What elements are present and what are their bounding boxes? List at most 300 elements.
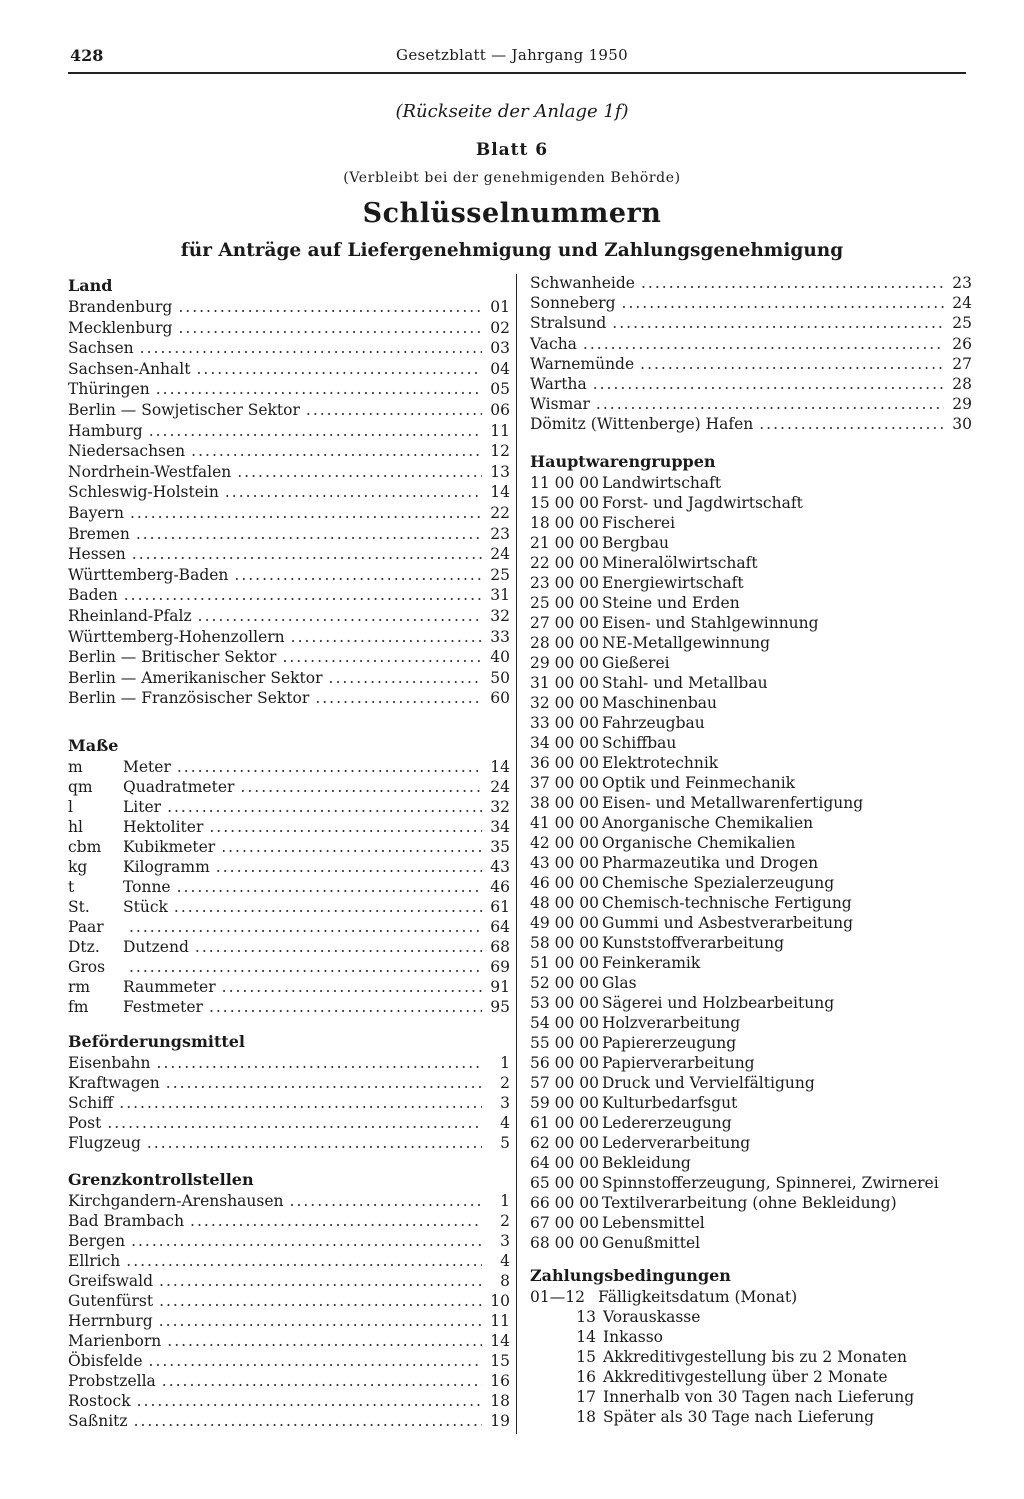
item-name: Hamburg [68, 421, 143, 440]
group-code: 59 00 00 [530, 1094, 600, 1112]
group-code: 31 00 00 [530, 674, 600, 692]
leader-dots [222, 978, 482, 996]
list-item [68, 380, 510, 401]
annex-subtitle: (Rückseite der Anlage 1f) [395, 101, 629, 122]
list-item [530, 934, 972, 954]
group-code: 53 00 00 [530, 994, 600, 1012]
list-item [68, 778, 510, 798]
key-number: 06 [490, 400, 510, 419]
leader-dots [167, 798, 482, 816]
unit-abbr: fm [68, 998, 89, 1016]
list-item [530, 674, 972, 694]
list-item [68, 758, 510, 778]
term-name: Fälligkeitsdatum (Monat) [598, 1288, 798, 1306]
list-item [530, 574, 972, 594]
leader-dots [329, 669, 482, 687]
item-name: Berlin — Französischer Sektor [68, 689, 310, 708]
key-number: 24 [952, 294, 972, 313]
list-item [68, 319, 510, 340]
key-number: 29 [952, 395, 972, 414]
list-item [68, 1332, 510, 1352]
key-number: 15 [490, 1352, 510, 1370]
item-name: Dömitz (Wittenberge) Hafen [530, 415, 754, 434]
leader-dots [641, 274, 944, 292]
group-name: Holzverarbeitung [602, 1014, 741, 1032]
list-item [68, 607, 510, 628]
group-code: 55 00 00 [530, 1034, 600, 1052]
haupt-heading: Hauptwarengruppen [530, 452, 716, 471]
leader-dots [196, 360, 482, 378]
leader-dots [147, 1134, 482, 1152]
item-name: Bad Brambach [68, 1212, 185, 1230]
list-item [530, 634, 972, 654]
list-item [530, 514, 972, 534]
group-name: Optik und Feinmechanik [602, 774, 796, 792]
land-list [68, 298, 510, 710]
item-name: Gutenfürst [68, 1292, 154, 1310]
group-name: Glas [602, 974, 637, 992]
list-item [530, 1034, 972, 1054]
column-divider [516, 274, 517, 1434]
list-item [530, 894, 972, 914]
land-heading: Land [68, 276, 113, 295]
grenz-continued [530, 274, 972, 436]
leader-dots [159, 1312, 482, 1330]
item-name: Raummeter [123, 978, 216, 996]
group-code: 54 00 00 [530, 1014, 600, 1032]
list-item [530, 974, 972, 994]
key-number: 46 [490, 878, 510, 896]
group-name: Feinkeramik [602, 954, 701, 972]
list-item [68, 566, 510, 587]
list-item [68, 628, 510, 649]
item-name: Kubikmeter [123, 838, 216, 856]
group-name: Gießerei [602, 654, 670, 672]
item-name: Marienborn [68, 1332, 162, 1350]
group-code: 43 00 00 [530, 854, 600, 872]
item-name: Schwanheide [530, 274, 635, 292]
unit-abbr: rm [68, 978, 91, 996]
key-number: 24 [490, 545, 510, 564]
header-rule [68, 72, 966, 74]
group-code: 15 00 00 [530, 494, 600, 512]
list-item [68, 1134, 510, 1154]
list-item [68, 525, 510, 546]
list-item [68, 1372, 510, 1392]
leader-dots [136, 525, 482, 543]
group-name: Gummi und Asbestverarbeitung [602, 914, 854, 932]
leader-dots [162, 1372, 482, 1390]
group-code: 56 00 00 [530, 1054, 600, 1072]
leader-dots [612, 314, 944, 332]
page-number: 428 [70, 46, 104, 65]
item-name: Kirchgandern-Arenshausen [68, 1192, 284, 1210]
group-code: 36 00 00 [530, 754, 600, 772]
leader-dots [130, 504, 482, 522]
leader-dots [282, 648, 482, 666]
list-item [68, 586, 510, 607]
group-name: Pharmazeutika und Drogen [602, 854, 819, 872]
key-number: 4 [500, 1252, 510, 1270]
leader-dots [290, 1192, 482, 1210]
key-number: 8 [500, 1272, 510, 1290]
term-code: 14 [576, 1328, 596, 1346]
list-item [68, 978, 510, 998]
group-code: 22 00 00 [530, 554, 600, 572]
key-number: 24 [490, 778, 510, 796]
unit-abbr: kg [68, 858, 88, 876]
list-item [68, 1392, 510, 1412]
list-item [68, 669, 510, 690]
key-number: 5 [500, 1134, 510, 1152]
group-code: 34 00 00 [530, 734, 600, 752]
item-name: Ellrich [68, 1252, 121, 1270]
key-number: 25 [490, 565, 510, 584]
item-name: Baden [68, 586, 118, 605]
list-item [68, 689, 510, 710]
key-number: 22 [490, 503, 510, 522]
key-number: 23 [952, 274, 972, 292]
leader-dots [156, 380, 482, 398]
key-number: 19 [490, 1412, 510, 1430]
leader-dots [178, 319, 482, 337]
list-item [68, 1192, 510, 1212]
term-name: Inkasso [603, 1328, 663, 1346]
leader-dots [131, 1232, 482, 1250]
list-item [530, 494, 972, 514]
list-item [530, 694, 972, 714]
list-item [68, 1312, 510, 1332]
item-name: Hektoliter [123, 818, 204, 836]
list-item [530, 1134, 972, 1154]
befoerderung-section [68, 1032, 510, 1154]
group-name: Forst- und Jagdwirtschaft [602, 494, 803, 512]
leader-dots [159, 1272, 482, 1290]
item-name: Berlin — Sowjetischer Sektor [68, 400, 300, 419]
term-name: Innerhalb von 30 Tagen nach Lieferung [603, 1388, 915, 1406]
list-item [530, 375, 972, 395]
list-item [530, 754, 972, 774]
list-item [68, 898, 510, 918]
item-name: Württemberg-Hohenzollern [68, 627, 285, 646]
group-code: 52 00 00 [530, 974, 600, 992]
item-name: Herrnburg [68, 1312, 153, 1330]
list-item [68, 360, 510, 381]
group-code: 38 00 00 [530, 794, 600, 812]
leader-dots [593, 375, 944, 393]
key-number: 27 [952, 354, 972, 373]
group-name: Eisen- und Stahlgewinnung [602, 614, 819, 632]
unit-abbr: qm [68, 778, 93, 796]
leader-dots [157, 1054, 482, 1072]
leader-dots [126, 1252, 482, 1270]
leader-dots [225, 483, 482, 501]
list-item [68, 1054, 510, 1074]
term-name: Vorauskasse [603, 1308, 701, 1326]
item-name: Festmeter [123, 998, 203, 1016]
list-item [530, 294, 972, 314]
list-item [68, 1352, 510, 1372]
list-item [530, 1408, 972, 1428]
group-name: Chemisch-technische Fertigung [602, 894, 852, 912]
grenz-section [68, 1170, 510, 1432]
key-number: 03 [490, 339, 510, 358]
leader-dots [209, 998, 482, 1016]
leader-dots [640, 355, 944, 373]
list-item [68, 798, 510, 818]
list-item [530, 734, 972, 754]
leader-dots [107, 1114, 482, 1132]
item-name: Hessen [68, 545, 126, 564]
list-item [530, 1194, 972, 1214]
term-name: Akkreditivgestellung bis zu 2 Monaten [603, 1348, 907, 1366]
list-item [68, 339, 510, 360]
leader-dots [174, 898, 482, 916]
item-name: Sachsen-Anhalt [68, 359, 191, 378]
item-name: Tonne [123, 878, 171, 896]
list-item [530, 654, 972, 674]
list-item [530, 1288, 972, 1308]
group-code: 23 00 00 [530, 574, 600, 592]
group-code: 58 00 00 [530, 934, 600, 952]
list-item [530, 874, 972, 894]
item-name: Thüringen [68, 380, 150, 399]
item-name: Sonneberg [530, 294, 616, 313]
group-code: 46 00 00 [530, 874, 600, 892]
key-number: 28 [952, 374, 972, 393]
group-name: Genußmittel [602, 1234, 701, 1252]
item-name: Probstzella [68, 1372, 156, 1390]
group-code: 21 00 00 [530, 534, 600, 552]
item-name: Saßnitz [68, 1412, 128, 1430]
key-number: 40 [490, 648, 510, 667]
list-item [68, 1074, 510, 1094]
zahlung-heading: Zahlungsbedingungen [530, 1266, 731, 1285]
key-number: 14 [490, 758, 510, 776]
key-number: 33 [490, 627, 510, 646]
list-item [68, 1212, 510, 1232]
key-number: 18 [490, 1392, 510, 1410]
leader-dots [622, 294, 944, 312]
list-item [530, 954, 972, 974]
list-item [68, 1094, 510, 1114]
key-number: 14 [490, 483, 510, 502]
unit-abbr: Paar [68, 918, 104, 936]
group-name: NE-Metallgewinnung [602, 634, 771, 652]
leader-dots [234, 566, 482, 584]
item-name: Öbisfelde [68, 1352, 143, 1370]
group-name: Kunststoffverarbeitung [602, 934, 785, 952]
group-code: 41 00 00 [530, 814, 600, 832]
group-code: 66 00 00 [530, 1194, 600, 1212]
list-item [68, 648, 510, 669]
item-name: Württemberg-Baden [68, 565, 229, 584]
group-code: 33 00 00 [530, 714, 600, 732]
page-subtitle: für Anträge auf Liefergenehmigung und Zahlungsgenehmigung [180, 240, 844, 261]
key-number: 02 [490, 318, 510, 337]
key-number: 3 [500, 1094, 510, 1112]
leader-dots [166, 1074, 482, 1092]
key-number: 4 [500, 1114, 510, 1132]
key-number: 2 [500, 1212, 510, 1230]
list-item [530, 1154, 972, 1174]
leader-dots [167, 1332, 482, 1350]
key-number: 35 [490, 838, 510, 856]
leader-dots [237, 463, 482, 481]
item-name: Quadratmeter [123, 778, 235, 796]
group-name: Landwirtschaft [602, 474, 722, 492]
masse-heading: Maße [68, 736, 119, 755]
item-name: Vacha [530, 334, 577, 353]
key-number: 13 [490, 462, 510, 481]
list-item [530, 1014, 972, 1034]
list-item [68, 442, 510, 463]
list-item [530, 1114, 972, 1134]
leader-dots [195, 938, 482, 956]
list-item [530, 314, 972, 334]
item-name: Wartha [530, 374, 587, 393]
group-code: 65 00 00 [530, 1174, 600, 1192]
list-item [68, 918, 510, 938]
list-item [530, 335, 972, 355]
item-name: Nordrhein-Westfalen [68, 462, 232, 481]
befoerderung-heading: Beförderungsmittel [68, 1032, 245, 1051]
leader-dots [221, 838, 482, 856]
list-item [530, 534, 972, 554]
grenz-list-right [530, 274, 972, 436]
list-item [530, 834, 972, 854]
befoerderung-list [68, 1054, 510, 1154]
grenz-heading: Grenzkontrollstellen [68, 1170, 254, 1189]
key-number: 64 [490, 918, 510, 936]
masse-list [68, 758, 510, 1018]
item-name: Bergen [68, 1232, 126, 1250]
list-item [68, 958, 510, 978]
list-item [68, 1114, 510, 1134]
item-name: Post [68, 1114, 102, 1132]
leader-dots [216, 858, 482, 876]
item-name: Greifswald [68, 1272, 154, 1290]
list-item [68, 998, 510, 1018]
unit-abbr: Dtz. [68, 938, 100, 956]
group-code: 11 00 00 [530, 474, 600, 492]
key-number: 60 [490, 689, 510, 708]
item-name: Niedersachsen [68, 442, 186, 461]
leader-dots [315, 689, 482, 707]
running-title: Gesetzblatt — Jahrgang 1950 [396, 46, 628, 64]
group-code: 48 00 00 [530, 894, 600, 912]
key-number: 34 [490, 818, 510, 836]
item-name: Stück [123, 898, 168, 916]
group-code: 57 00 00 [530, 1074, 600, 1092]
leader-dots [124, 586, 482, 604]
leader-dots [306, 401, 482, 419]
leader-dots [240, 778, 482, 796]
list-item [68, 298, 510, 319]
group-name: Stahl- und Metallbau [602, 674, 768, 692]
unit-abbr: St. [68, 898, 90, 916]
list-item [68, 1412, 510, 1432]
list-item [68, 422, 510, 443]
group-code: 62 00 00 [530, 1134, 600, 1152]
haupt-section [530, 452, 972, 1254]
key-number: 61 [490, 898, 510, 916]
item-name: Schiff [68, 1094, 114, 1112]
list-item [530, 1328, 972, 1348]
list-item [68, 1232, 510, 1252]
list-item [530, 355, 972, 375]
group-code: 27 00 00 [530, 614, 600, 632]
group-name: Spinnstofferzeugung, Spinnerei, Zwirnerei [602, 1174, 939, 1192]
list-item [530, 1368, 972, 1388]
leader-dots [209, 818, 482, 836]
leader-dots [177, 878, 482, 896]
unit-abbr: hl [68, 818, 83, 836]
list-item [68, 878, 510, 898]
item-name: Schleswig-Holstein [68, 483, 219, 502]
leader-dots [134, 1412, 482, 1430]
key-number: 26 [952, 334, 972, 353]
list-item [530, 594, 972, 614]
key-number: 1 [500, 1192, 510, 1210]
list-item [68, 1272, 510, 1292]
key-number: 01 [490, 298, 510, 316]
group-code: 28 00 00 [530, 634, 600, 652]
group-name: Lederverarbeitung [602, 1134, 751, 1152]
list-item [530, 395, 972, 415]
key-number: 43 [490, 858, 510, 876]
item-name: Kraftwagen [68, 1074, 160, 1092]
group-name: Bergbau [602, 534, 670, 552]
list-item [68, 463, 510, 484]
unit-abbr: m [68, 758, 83, 776]
list-item [530, 1348, 972, 1368]
group-name: Energiewirtschaft [602, 574, 744, 592]
group-name: Eisen- und Metallwarenfertigung [602, 794, 864, 812]
key-number: 12 [490, 442, 510, 461]
key-number: 05 [490, 380, 510, 399]
key-number: 32 [490, 606, 510, 625]
group-code: 49 00 00 [530, 914, 600, 932]
group-code: 32 00 00 [530, 694, 600, 712]
group-code: 25 00 00 [530, 594, 600, 612]
unit-abbr: l [68, 798, 73, 816]
item-name: Wismar [530, 395, 590, 414]
group-name: Papiererzeugung [602, 1034, 737, 1052]
land-section [68, 276, 510, 710]
item-name: Flugzeug [68, 1134, 141, 1152]
group-code: 64 00 00 [530, 1154, 600, 1172]
list-item [530, 994, 972, 1014]
leader-dots [190, 1212, 482, 1230]
leader-dots [159, 1292, 482, 1310]
key-number: 50 [490, 668, 510, 687]
item-name: Warnemünde [530, 354, 635, 373]
group-name: Kulturbedarfsgut [602, 1094, 738, 1112]
group-code: 42 00 00 [530, 834, 600, 852]
group-name: Papierverarbeitung [602, 1054, 755, 1072]
item-name: Berlin — Amerikanischer Sektor [68, 668, 323, 687]
zahlung-section [530, 1266, 972, 1428]
list-item [530, 474, 972, 494]
leader-dots [596, 395, 944, 413]
group-name: Fahrzeugbau [602, 714, 705, 732]
list-item [68, 1252, 510, 1272]
list-item [68, 858, 510, 878]
leader-dots [149, 422, 482, 440]
list-item [530, 1388, 972, 1408]
group-name: Textilverarbeitung (ohne Bekleidung) [602, 1194, 897, 1212]
